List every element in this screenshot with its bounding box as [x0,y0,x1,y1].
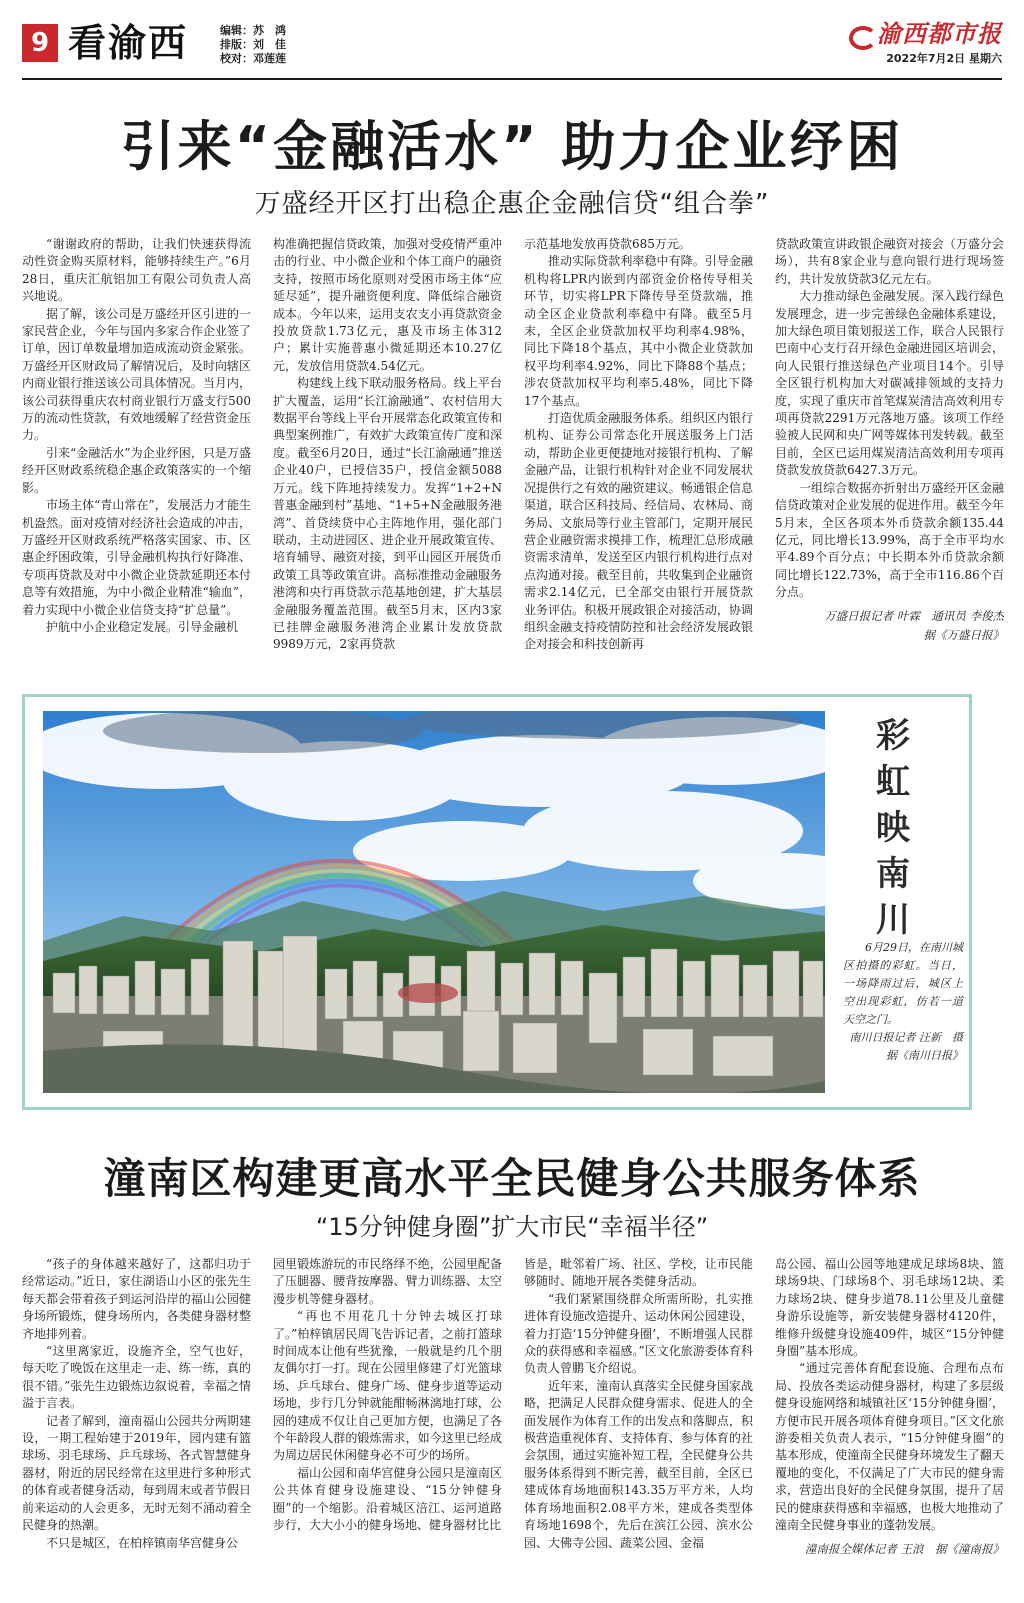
page-number: 9 [22,24,58,62]
caption-text: 6月29日，在南川城区拍摄的彩虹。当日，一场降雨过后，城区上空出现彩虹，仿若一道天空之门。 [843,941,963,1026]
photo-title: 彩虹映南川 [876,716,910,940]
article1-byline: 万盛日报记者 叶霖 通讯员 李俊杰 [824,608,1004,623]
section-title: 看渝西 [68,20,189,65]
article2-body [22,1256,1006,1582]
paragraph: 贷款政策宣讲政银企融资对接会（万盛分会场），共有8家企业与意向银行进行现场签约，共计发放贷款3亿元左右。 [775,237,1004,286]
paragraph: 推动实际贷款利率稳中有降。引导金融机构将LPR内嵌到内部资金价格传导相关环节，切实将LPR下降传导至贷款端，推动全区企业贷款利率稳中有降。截至5月末，全区企业贷款加权平均利率4.98%，同比下降18个基点，其中小微企业贷款加权平均利率4.92%，同比下降88个基点；涉农贷款加权平均利率5.48%，同比下降17个基点。 [524,254,753,408]
paragraph: 打造优质金融服务体系。组织区内银行机构、证券公司常态化开展送服务上门活动，帮助企业更便捷地对接银行机构、了解金融产品，让银行机构针对企业不同发展状况提供行之有效的融资建议。畅通银企信息渠道，联合区科技局、经信局、农林局、商务局、文旅局等行业主管部门，定期开展民营企业融资需求摸排工作，梳理汇总形成融资需求清单，发送至区内银行机构进行点对点沟通对接。截至目前，共收集到企业融资需求2.14亿元，已全部交由银行开展贷款业务评估。积极开展政银企对接活动，协调组织金融支持疫情防控和社会经济发展政银企对接会和科技创新再 [524,411,753,652]
header-divider [22,78,1002,80]
paragraph: 市场主体“青山常在”，发展活力才能生机盎然。面对疫情对经济社会造成的冲击，万盛经开区财政系统严格落实国家、市、区惠企纾困政策，引导金融机构执行好降准、专项再贷款及对中小微企业贷款延期还本付息等有效措施，为中小微企业精准“输血”，着力实现中小微企业信贷支持“扩总量”。 [22,498,251,617]
newspaper-name: 渝西都市报 [877,19,1002,48]
article1-column-1 [22,236,251,654]
paragraph: “我们紧紧围绕群众所需所盼，扎实推进体育设施改造提升、运动休闲公园建设，着力打造‘15分钟健身圈’，不断增强人民群众的获得感和幸福感。”区文化旅游委体育科负责人曾鹏飞介绍说。 [524,1291,753,1376]
paragraph: 示范基地发放再贷款685万元。 [524,237,691,251]
article2-byline: 潼南报全媒体记者 王浪 据《潼南报》 [804,1541,1004,1556]
layout-line: 排版：刘 佳 [220,38,286,51]
article1-title: 引来“金融活水” 助力企业纾困 [120,115,904,178]
paragraph: 一组综合数据亦折射出万盛经开区金融信贷政策对企业发展的促进作用。截至今年5月末，全区各项本外币贷款余额135.44亿元，同比增长13.99%，高于全市平均水平4.89个百分点；中长期本外币贷款余额同比增长122.73%，高于全市116.86个百分点。 [775,480,1004,600]
article1-column-3 [524,236,753,654]
masthead [847,20,1002,66]
paragraph: “孩子的身体越来越好了，这都归功于经常运动。”近日，家住湖语山小区的张先生每天都会带着孩子到运河沿岸的福山公园健身场所锻炼，健身场所内，各类健身器材整齐地排列着。 [22,1257,251,1341]
issue-date: 2022年7月2日 星期六 [886,52,1002,65]
paragraph: “这里离家近，设施齐全，空气也好，每天吃了晚饭在这里走一走、练一练，真的很不错。”张先生边锻炼边叙说着，幸福之情溢于言表。 [22,1344,251,1411]
newspaper-logo-icon [847,23,873,45]
paragraph: 构准确把握信贷政策，加强对受疫情严重冲击的行业、中小微企业和个体工商户的融资支持，按照市场化原则对受困市场主体“应延尽延”，提升融资便利度、降低综合融资成本。今年以来，运用支农支小再贷款资金投放贷款1.73亿元，惠及市场主体312户；累计实施普惠小微延期还本10.27亿元，发放信用贷款4.54亿元。 [273,237,502,373]
paragraph: “再也不用花几十分钟去城区打球了。”柏梓镇居民周飞告诉记者，之前打篮球时间成本让他有些犹豫，一般就是约几个朋友偶尔打一打。现在公园里修建了灯光篮球场、乒乓球台、健身广场、健身步道等运动场地，步行几分钟就能酣畅淋漓地打球，公园的建成不仅让自己更加方便，也满足了各个年龄段人群的锻炼需求，如今这里已经成为周边居民休闲健身必不可少的场所。 [273,1309,502,1463]
paragraph: 构建线上线下联动服务格局。线上平台扩大覆盖，运用“长江渝融通”、农村信用大数据平台等线上平台开展常态化政策宣传和典型案例推广，有效扩大政策宣传广度和深度。截至6月20日，通过“长江渝融通”推送企业40户，已授信35户，授信金额5088万元。线下阵地持续发力。发挥“1+2+N普惠金融到村”基地、“1+5+N金融服务港湾”、首贷续贷中心主阵地作用，强化部门联动，主动进园区、进企业开展政策宣传、培育辅导、融资对接，到平山园区开展货币政策工具等政策宣讲。高标准推动金融服务港湾和央行再贷款示范基地创建，扩大基层金融服务覆盖范围。截至5月末，区内3家已挂牌金融服务港湾企业累计发放贷款9989万元，2家再贷款 [273,376,502,652]
paragraph: 皆是，毗邻着广场、社区、学校，让市民能够随时、随地开展各类健身活动。 [524,1257,753,1289]
photo-feature [22,694,972,1110]
article1-column-2 [273,236,502,654]
article1-column-4 [775,236,1004,654]
paragraph: 引来“金融活水”为企业纾困，只是万盛经开区财政系统稳企惠企政策落实的一个缩影。 [22,445,251,495]
paragraph: 据了解，该公司是万盛经开区引进的一家民营企业，今年与国内多家合作企业签了订单，因订单数量增加造成流动资金紧张。万盛经开区财政局了解情况后，及时向辖区内商业银行推送该公司具体情况。当月内，该公司获得重庆农村商业银行万盛支行500万的流动性贷款，有效地缓解了经营资金压力。 [22,306,251,443]
photo-credit: 南川日报记者 汪新 摄 [849,1031,963,1044]
paragraph: 大力推动绿色金融发展。深入践行绿色发展理念，进一步完善绿色金融体系建设，加大绿色项目策划报送工作，联合人民银行巴南中心支行召开绿色金融进园区培训会，向人民银行推送绿色产业项目14个。引导全区银行机构加大对碳减排领域的支持力度，实现了重庆市首笔煤炭清洁高效利用专项再贷款2291万元落地万盛。该项工作经验被人民网和央广网等媒体刊发转载。截至目前，全区已运用煤炭清洁高效利用专项再贷款发放贷款6427.3万元。 [775,289,1004,478]
paragraph: 福山公园和南华宫健身公园只是潼南区公共体育健身设施建设、“15分钟健身圈”的一个缩影。沿着城区涪江、运河道路步行，大大小小的健身场地、健身器材比比 [273,1465,502,1533]
photo-source: 据《南川日报》 [886,1049,963,1062]
proof-line: 校对：邓莲莲 [220,52,286,65]
article2-column-2 [273,1256,502,1582]
rainbow-city-photo [43,711,825,1093]
page-header [22,20,1002,72]
article2-column-4 [775,1256,1004,1582]
article1-subtitle: 万盛经开区打出稳企惠企金融信贷“组合拳” [254,189,770,219]
paragraph: 岛公园、福山公园等地建成足球场8块、篮球场9块、门球场8个、羽毛球场12块、柔力球场2块、健身步道78.11公里及儿童健身游乐设施等，新安装健身器材4120件，维修升级健身设施409件，城区“15分钟健身圈”基本形成。 [775,1257,1004,1359]
article1-source: 据《万盛日报》 [923,627,1004,642]
article2-subtitle: “15分钟健身圈”扩大市民“幸福半径” [315,1213,709,1241]
editor-line: 编辑：苏 鸿 [220,24,286,37]
paragraph: “谢谢政府的帮助，让我们快速获得流动性资金购买原材料，能够持续生产。”6月28日，重庆汇航铝加工有限公司负责人高兴地说。 [22,237,251,304]
article2-column-1 [22,1256,251,1582]
paragraph: 记者了解到，潼南福山公园共分两期建设，一期工程始建于2019年，园内建有篮球场、羽毛球场、乒乓球场、各式智慧健身器材，附近的居民经常在这里进行多种形式的体育或者健身活动，每到周末或者节假日前来运动的人会更多，无时无刻不涌动着全民健身的热潮。 [22,1413,251,1533]
paragraph: 不只是城区，在柏梓镇南华宫健身公 [46,1535,239,1550]
paragraph: 园里锻炼游玩的市民络绎不绝，公园里配备了压腿器、腰背按摩器、臂力训练器、太空漫步机等健身器材。 [273,1257,502,1306]
paragraph: “通过完善体育配套设施、合理布点布局、投放各类运动健身器材，构建了多层级健身设施网络和城镇社区‘15分钟健身圈’，方便市民开展各项体育健身项目。”区文化旅游委相关负责人表示，“15分钟健身圈”的基本形成，使潼南全民健身环境发生了翻天覆地的变化，不仅满足了广大市民的健身需求，营造出良好的全民健身氛围，提升了居民的健康获得感和幸福感，也极大地推动了潼南全民健身事业的蓬勃发展。 [775,1361,1004,1533]
article2-title: 潼南区构建更高水平全民健身公共服务体系 [103,1154,921,1203]
paragraph: 近年来，潼南认真落实全民健身国家战略，把满足人民群众健身需求、促进人的全面发展作为体育工作的出发点和落脚点，积极营造重视体育、支持体育、参与体育的社会氛围，通过实施补短工程，全民健身公共服务体系得到不断完善，截至目前，全区已建成体育场地面积143.35万平方米，人均体育场地面积2.08平方米，建成各类型体育场地1698个，先后在滨江公园、滨水公园、大佛寺公园、蔬菜公园、金福 [524,1378,753,1550]
article2-column-3 [524,1256,753,1582]
rainbow-photo-illustration [43,711,825,1093]
photo-caption [843,939,963,1065]
paragraph: 护航中小企业稳定发展。引导金融机 [46,619,239,634]
article1-body [22,236,1006,654]
editor-credits [220,24,286,66]
